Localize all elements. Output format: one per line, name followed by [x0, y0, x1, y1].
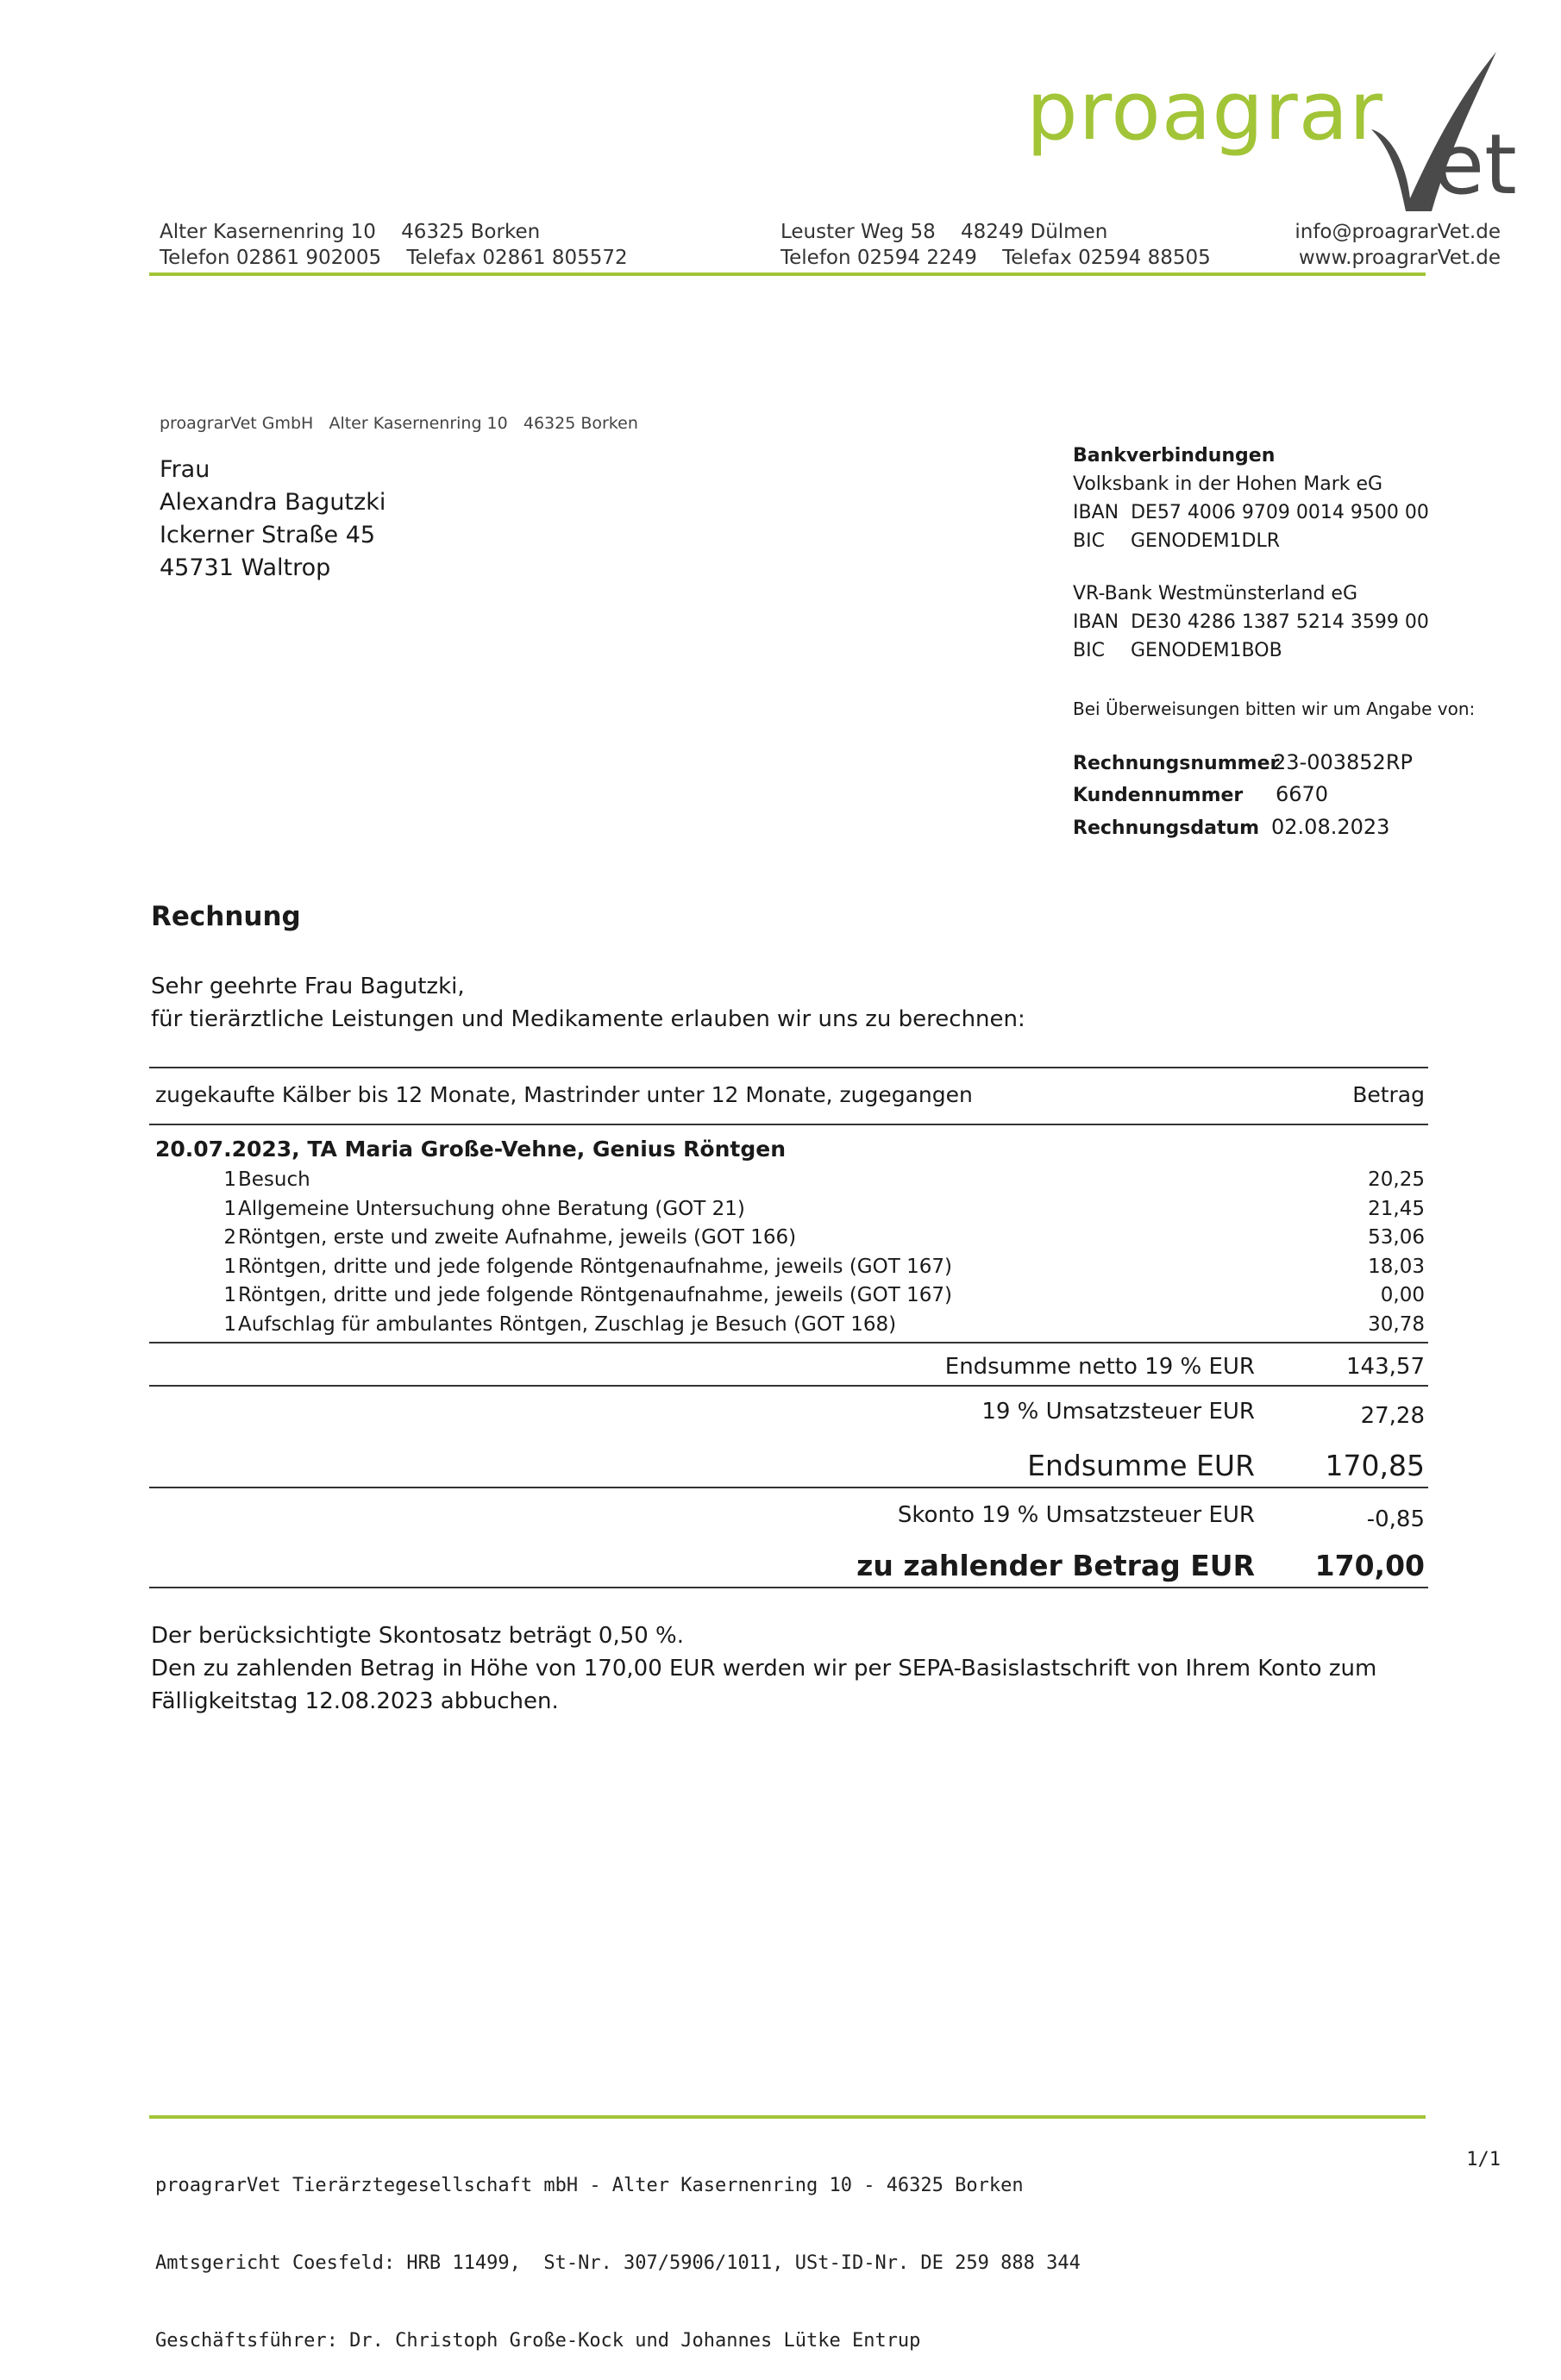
discount-label: Skonto 19 % Umsatzsteuer EUR	[897, 1502, 1255, 1528]
recipient-address	[160, 454, 386, 585]
bank2-name: VR-Bank Westmünsterland eG	[1073, 583, 1357, 604]
bank-heading: Bankverbindungen	[1073, 445, 1276, 467]
table-top-rule	[149, 1067, 1428, 1068]
iban-label: IBAN	[1073, 611, 1119, 633]
recipient-street: Ickerner Straße 45	[160, 522, 376, 548]
bank2-bic	[1073, 636, 1521, 665]
item-description: Röntgen, dritte und jede folgende Röntgenaufnahme, jeweils (GOT 167)	[238, 1255, 952, 1278]
item-amount: 30,78	[1368, 1312, 1425, 1336]
item-quantity: 1	[223, 1312, 236, 1336]
footer-divider	[149, 2115, 1426, 2119]
bic-label: BIC	[1073, 530, 1105, 552]
transfer-note: Bei Überweisungen bitten wir um Angabe von:	[1073, 698, 1476, 719]
item-description: Allgemeine Untersuchung ohne Beratung (GOT 21)	[238, 1197, 745, 1220]
bank1-iban	[1073, 498, 1521, 527]
discount-amount: -0,85	[1366, 1506, 1425, 1532]
item-quantity: 1	[223, 1255, 236, 1278]
gross-total-label: Endsumme EUR	[1027, 1449, 1255, 1482]
footer-legal	[155, 2121, 1081, 2380]
net-rule	[149, 1385, 1428, 1387]
amount-due: 170,00	[1314, 1549, 1425, 1582]
item-quantity: 2	[223, 1226, 236, 1250]
customer-number: 6670	[1276, 782, 1329, 806]
invoice-number-row	[1073, 750, 1413, 774]
item-quantity: 1	[223, 1284, 236, 1307]
logo-suffix: et	[1433, 116, 1517, 213]
header-phone-borken: Telefon 02861 902005 Telefax 02861 805572	[160, 247, 628, 269]
invoice-date: 02.08.2023	[1271, 815, 1390, 839]
vat-label: 19 % Umsatzsteuer EUR	[981, 1399, 1255, 1425]
net-total-label: Endsumme netto 19 % EUR	[944, 1354, 1255, 1380]
intro-sentence: für tierärztliche Leistungen und Medikamente erlauben wir uns zu berechnen:	[151, 1006, 1025, 1032]
invoice-date-label: Rechnungsdatum	[1073, 817, 1260, 839]
header-divider	[149, 272, 1426, 276]
item-description: Röntgen, dritte und jede folgende Röntgenaufnahme, jeweils (GOT 167)	[238, 1284, 952, 1307]
item-amount: 20,25	[1368, 1168, 1425, 1191]
item-quantity: 1	[223, 1168, 236, 1191]
bank1-name: Volksbank in der Hohen Mark eG	[1073, 473, 1383, 495]
table-bottom-rule	[149, 1587, 1428, 1588]
amount-due-label: zu zahlender Betrag EUR	[856, 1549, 1255, 1582]
discount-rate-note: Der berücksichtigte Skontosatz beträgt 0,50 %.	[151, 1623, 685, 1649]
bank1-iban-value: DE57 4006 9709 0014 9500 00	[1131, 502, 1429, 523]
sender-return-line: proagrarVet GmbH Alter Kasernenring 10 46325 Borken	[160, 414, 638, 433]
item-quantity: 1	[223, 1197, 236, 1220]
vat-amount: 27,28	[1360, 1403, 1425, 1429]
item-amount: 21,45	[1368, 1197, 1425, 1220]
closing-text	[151, 1619, 1376, 1718]
invoice-date-row	[1073, 815, 1389, 839]
invoice-items	[155, 1168, 1425, 1343]
item-description: Besuch	[238, 1168, 310, 1191]
header-phone-duelmen: Telefon 02594 2249 Telefax 02594 88505	[780, 247, 1211, 269]
gross-total: 170,85	[1325, 1449, 1425, 1482]
invoice-number: 23-003852RP	[1273, 750, 1413, 774]
table-row	[155, 1198, 1425, 1227]
bank-details	[1073, 442, 1521, 665]
due-date-note: Fälligkeitstag 12.08.2023 abbuchen.	[151, 1688, 559, 1714]
intro-text	[151, 970, 1025, 1036]
item-description: Röntgen, erste und zweite Aufnahme, jeweils (GOT 166)	[238, 1226, 797, 1250]
recipient-salutation: Frau	[160, 456, 210, 483]
table-row	[155, 1313, 1425, 1343]
table-row	[155, 1226, 1425, 1256]
recipient-city: 45731 Waltrop	[160, 554, 331, 581]
footer-register: Amtsgericht Coesfeld: HRB 11499, St-Nr. 307/5906/1011, USt-ID-Nr. DE 259 888 344	[155, 2252, 1081, 2274]
table-header-rule	[149, 1124, 1428, 1125]
footer-managers: Geschäftsführer: Dr. Christoph Große-Kock und Johannes Lütke Entrup	[155, 2330, 921, 2352]
customer-number-label: Kundennummer	[1073, 785, 1244, 806]
item-description: Aufschlag für ambulantes Röntgen, Zuschlag je Besuch (GOT 168)	[238, 1312, 897, 1336]
items-bottom-rule	[149, 1342, 1428, 1343]
recipient-name: Alexandra Bagutzki	[160, 489, 386, 516]
customer-number-row	[1073, 782, 1328, 806]
item-amount: 0,00	[1380, 1284, 1425, 1307]
bank1-bic	[1073, 527, 1521, 555]
bank2-iban-value: DE30 4286 1387 5214 3599 00	[1131, 611, 1429, 633]
total-rule	[149, 1487, 1428, 1488]
header-email[interactable]: info@proagrarVet.de	[1295, 221, 1501, 243]
footer-company: proagrarVet Tierärztegesellschaft mbH - Alter Kasernenring 10 - 46325 Borken	[155, 2175, 1024, 2196]
table-group-heading: 20.07.2023, TA Maria Große-Vehne, Genius Röntgen	[155, 1137, 786, 1162]
item-amount: 18,03	[1368, 1255, 1425, 1278]
item-amount: 53,06	[1368, 1226, 1425, 1250]
bank2-iban	[1073, 608, 1521, 636]
table-row	[155, 1256, 1425, 1285]
bank1-bic-value: GENODEM1DLR	[1131, 530, 1281, 552]
header-website[interactable]: www.proagrarVet.de	[1298, 247, 1501, 269]
header-address-borken: Alter Kasernenring 10 46325 Borken	[160, 221, 541, 243]
invoice-number-label: Rechnungsnummer	[1073, 753, 1280, 774]
amount-column-header: Betrag	[1352, 1082, 1425, 1107]
net-total: 143,57	[1346, 1354, 1425, 1380]
iban-label: IBAN	[1073, 502, 1119, 523]
bank2-bic-value: GENODEM1BOB	[1131, 640, 1282, 661]
logo-wordmark: proagrar	[1026, 65, 1383, 159]
sepa-note: Den zu zahlenden Betrag in Höhe von 170,00 EUR werden wir per SEPA-Basislastschrift von Ihrem Konto zum	[151, 1656, 1377, 1682]
table-row	[155, 1284, 1425, 1313]
company-logo	[1026, 47, 1517, 220]
table-heading: zugekaufte Kälber bis 12 Monate, Mastrinder unter 12 Monate, zugegangen	[155, 1082, 973, 1107]
table-row	[155, 1168, 1425, 1198]
page-number: 1/1	[1466, 2149, 1501, 2170]
intro-salutation: Sehr geehrte Frau Bagutzki,	[151, 974, 465, 999]
header-address-duelmen: Leuster Weg 58 48249 Dülmen	[780, 221, 1108, 243]
bic-label: BIC	[1073, 640, 1105, 661]
page-title: Rechnung	[151, 901, 301, 932]
